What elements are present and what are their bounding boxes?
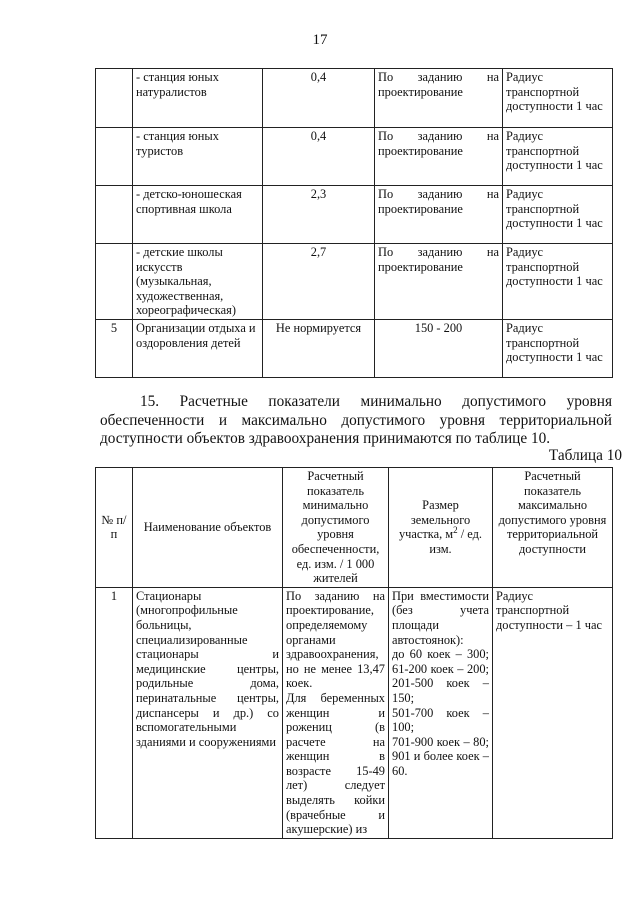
land-area-line: 201-500 коек – 150; [392,676,489,705]
access-radius-value: Радиус транспортной доступности 1 час [503,186,613,244]
object-name: - станция юных натуралистов [133,69,263,128]
paragraph-text: 15. Расчетные показатели минимально допустимого уровня обеспеченности и максимально допустимого уровня территориальной доступности объектов здравоохранения принимаются по таблице 10. [100,393,612,447]
header-min-level: Расчетный показатель минимально допустимого уровня обеспеченности, ед. изм. / 1 000 жителей [283,468,389,588]
table-row [96,319,613,377]
header-max-access: Расчетный показатель максимально допустимого уровня территориальной доступности [493,468,613,588]
table-row [96,587,613,838]
min-level-text: По заданию на проектирование, определяемому органами здравоохранения, но не менее 13,47 коек. [286,588,385,691]
min-level-value: 2,3 [263,186,375,244]
paragraph-15 [100,393,612,449]
min-level-value [283,587,389,838]
object-name: - станция юных туристов [133,128,263,186]
object-name: Стационары (многопрофильные больницы, специализированные стационары и медицинские центры, родильные дома, перинатальные центры, диспансеры и др.) со вспомогательными зданиями и сооружениями [133,587,283,838]
facilities-table-continued [95,68,613,378]
header-land-area-text: Размер земельного участка, м [398,498,471,542]
land-area-value: По заданию на проектирование [375,128,503,186]
table-header-row [96,468,613,588]
header-num: № п/п [96,468,133,588]
table-row [96,186,613,244]
land-area-value: 150 - 200 [375,319,503,377]
header-land-area-sup: 2 [453,525,458,536]
land-area-line: 901 и более коек – 60. [392,749,489,778]
row-number [96,244,133,320]
object-name: Организации отдыха и оздоровления детей [133,319,263,377]
page-number: 17 [312,32,328,48]
land-area-value: По заданию на проектирование [375,69,503,128]
header-land-area [389,468,493,588]
access-radius-value: Радиус транспортной доступности 1 час [503,244,613,320]
table-row [96,244,613,320]
min-level-value: 0,4 [263,128,375,186]
object-name: - детско-юношеская спортивная школа [133,186,263,244]
row-number [96,69,133,128]
land-area-line: 61-200 коек – 200; [392,661,489,676]
access-radius-value: Радиус транспортной доступности 1 час [503,128,613,186]
min-level-value: Не нормируется [263,319,375,377]
land-area-value: По заданию на проектирование [375,186,503,244]
object-name: - детские школы искусств (музыкальная, художественная, хореографическая) [133,244,263,320]
header-name: Наименование объектов [133,468,283,588]
min-level-text-2: Для беременных женщин и рожениц (в расчете на женщин в возрасте 15-49 лет) следует выделять койки (врачебные и акушерские) из [286,690,385,837]
land-area-line: 501-700 коек – 100; [392,705,489,735]
land-area-line: 701-900 коек – 80; [392,734,489,749]
land-area-intro: При вместимости (без учета площади автостоянок): [392,588,489,647]
healthcare-table [95,467,613,839]
min-level-value: 2,7 [263,244,375,320]
row-number: 1 [96,587,133,838]
land-area-value: По заданию на проектирование [375,244,503,320]
table-caption: Таблица 10 [548,447,622,464]
min-level-value: 0,4 [263,69,375,128]
table-row [96,128,613,186]
row-number [96,186,133,244]
land-area-value [389,587,493,838]
header-land-area-unit: / ед. изм. [429,527,483,556]
access-radius-value: Радиус транспортной доступности – 1 час [493,587,613,838]
land-area-line: до 60 коек – 300; [392,647,489,662]
row-number [96,128,133,186]
access-radius-value: Радиус транспортной доступности 1 час [503,319,613,377]
table-row [96,69,613,128]
row-number: 5 [96,319,133,377]
access-radius-value: Радиус транспортной доступности 1 час [503,69,613,128]
